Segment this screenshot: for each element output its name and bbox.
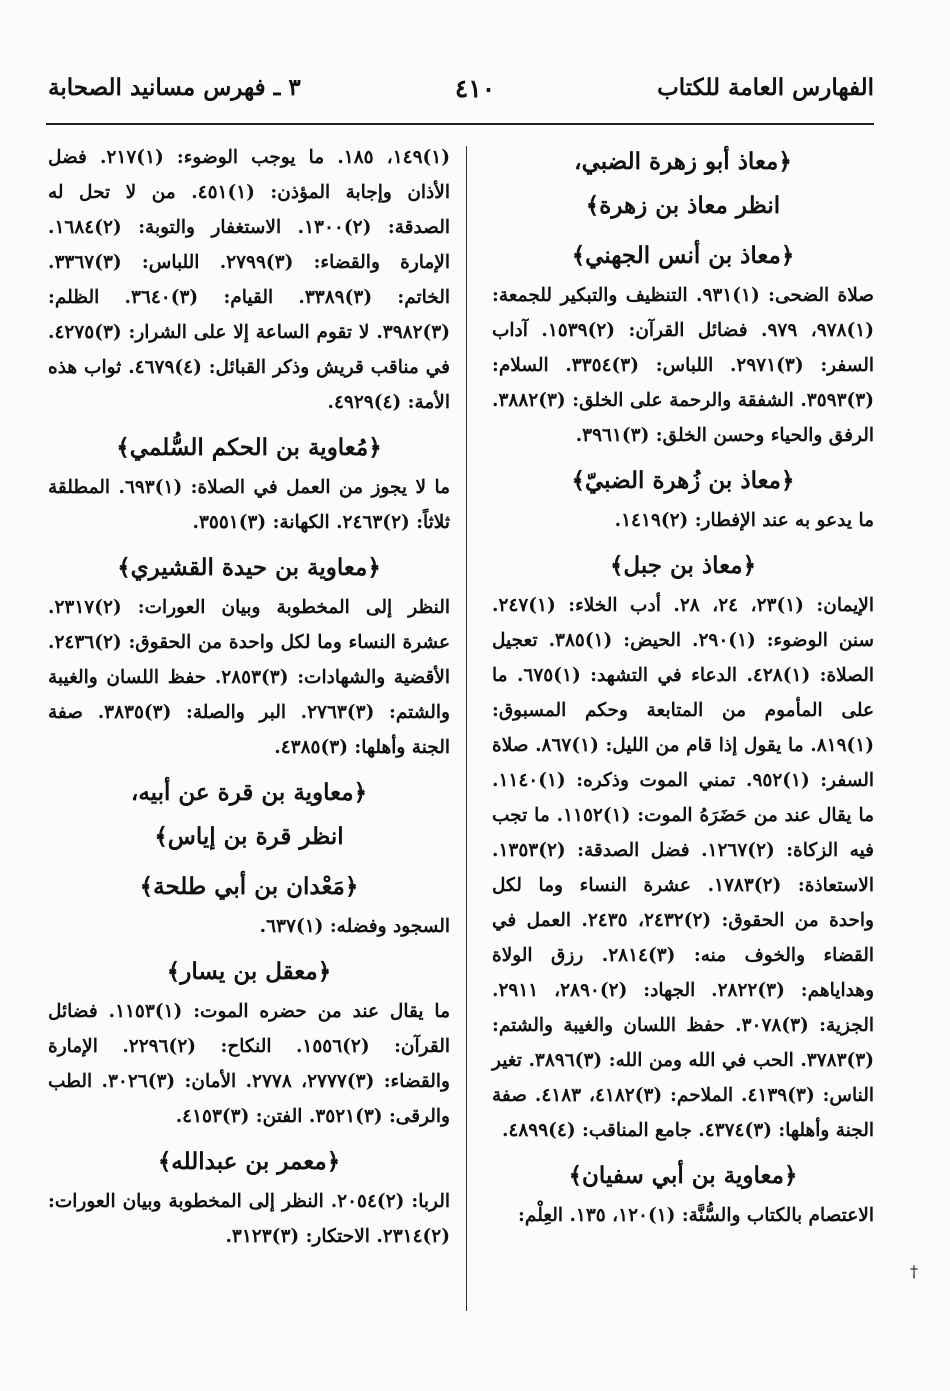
index-entry [48,546,450,765]
entry-references: الاعتصام بالكتاب والسُّنَّة: (١)١٢٠، ١٣٥. العِلْم: [518,1205,874,1226]
header-rule [46,123,874,125]
entry-heading: ﴿معاوية بن أبي سفيان﴾ [568,1162,798,1189]
entry-heading: ﴿معاذ أبو زهرة الضبي، [574,148,792,175]
entry-references: النظر إلى المخطوبة وبيان العورات: (٢)٢٣١٧. عشرة النساء وما لكل واحدة من الحقوق: (٢)٢٤٣٦. الأقضية والشهادات: (٣)٢٨٥٣. حفظ اللسان والغيبة والشتم: (٣)٢٧٦٣. البر والصلة: (٣)٣٨٣٥. صفة الجنة وأهلها: (٣)٤٣٨٥. [48,597,450,758]
entry-references: الربا: (٢)٢٠٥٤. النظر إلى المخطوبة وبيان العورات: (٢)٢٣١٤. الاحتكار: (٣)٣١٢٣. [48,1191,450,1247]
entry-heading: ﴿معقل بن يسار﴾ [166,958,332,985]
right-column [492,140,874,1233]
entry-heading: ﴿معاوية بن قرة عن أبيه، [130,779,368,806]
header-book-title: الفهارس العامة للكتاب [657,74,874,101]
index-entry [492,140,874,228]
index-entry [48,1140,450,1254]
margin-mark: † [910,1262,918,1281]
index-entry [492,544,874,1148]
index-entry [492,234,874,453]
entry-heading: ﴿معمر بن عبدالله﴾ [157,1148,341,1175]
left-column [48,140,450,1254]
entry-heading: ﴿معاذ بن أنس الجهني﴾ [571,242,795,269]
index-entry [48,865,450,944]
index-entry [48,426,450,540]
entry-references: صلاة الضحى: (١)٩٣١. التنظيف والتبكير للجمعة: (١)٩٧٨، ٩٧٩. فضائل القرآن: (٢)١٥٣٩. آداب السفر: (٣)٢٩٧١. اللباس: (٣)٣٣٥٤. السلام: (٣)٣٥٩٣. الشفقة والرحمة على الخلق: (٣)٣٨٨٢. الرفق والحياء وحسن الخلق: (٣)٣٩٦١. [492,285,874,446]
page-number: ٤١٠ [454,74,496,103]
entry-heading: ﴿مُعاوية بن الحكم السُّلمي﴾ [116,434,382,461]
index-entry [48,140,450,420]
entry-heading: ﴿مَعْدان بن أبي طلحة﴾ [139,873,359,900]
entry-heading: ﴿معاذ بن جبل﴾ [609,552,757,579]
entry-references: ما لا يجوز من العمل في الصلاة: (١)٦٩٣. المطلقة ثلاثاً: (٢)٢٤٦٣. الكهانة: (٣)٣٥٥١. [48,477,450,533]
entry-heading: انظر معاذ بن زهرة﴾ [585,192,781,219]
index-entry [492,459,874,538]
entry-heading: انظر قرة بن إياس﴾ [154,823,344,850]
entry-heading: ﴿معاوية بن حيدة القشيري﴾ [117,554,381,581]
header-section-title: ٣ ـ فهرس مسانيد الصحابة [48,74,301,101]
index-entry [48,950,450,1134]
entry-references: ما يدعو به عند الإفطار: (٢)١٤١٩. [614,510,874,531]
index-entry [48,771,450,859]
entry-references: (١)١٤٩، ١٨٥. ما يوجب الوضوء: (١)٢١٧. فضل الأذان وإجابة المؤذن: (١)٤٥١. من لا تحل له الصدقة: (٢)١٣٠٠. الاستغفار والتوبة: (٢)١٦٨٤. الإمارة والقضاء: (٣)٢٧٩٩. اللباس: (٣)٣٣٦٧. الخاتم: (٣)٣٣٨٩. القيام: (٣)٣٦٤٠. الظلم: (٣)٣٩٨٢. لا تقوم الساعة إلا على الشرار: (٣)٤٢٧٥. في مناقب قريش وذكر القبائل: (٤)٤٦٧٩. ثواب هذه الأمة: (٤)٤٩٢٩. [48,147,451,413]
entry-references: ما يقال عند من حضره الموت: (١)١١٥٣. فضائل القرآن: (٢)١٥٥٦. النكاح: (٢)٢٢٩٦. الإمارة والقضاء: (٣)٢٧٧٧، ٢٧٧٨. الأمان: (٣)٣٠٢٦. الطب والرقى: (٣)٣٥٢١. الفتن: (٣)٤١٥٣. [48,1001,450,1127]
entry-references: السجود وفضله: (١)٦٣٧. [259,916,450,937]
entry-heading: ﴿معاذ بن زُهرة الضبيّ﴾ [571,467,795,494]
index-entry [492,1154,874,1233]
entry-references: الإيمان: (١)٢٣، ٢٤، ٢٨. أدب الخلاء: (١)٢٤٧. سنن الوضوء: (١)٢٩٠. الحيض: (١)٣٨٥. تعجيل الصلاة: (١)٤٢٨. الدعاء في التشهد: (١)٦٧٥. ما على المأموم من المتابعة وحكم المسبوق: (١)٨١٩. ما يقول إذا قام من الليل: (١)٨٦٧. صلاة السفر: (١)٩٥٢. تمني الموت وذكره: (١)١١٤٠. ما يقال عند من حَضَرَهُ الموت: (١)١١٥٢. ما تجب فيه الزكاة: (٢)١٢٦٧. فضل الصدقة: (٢)١٣٥٣. الاستعاذة: (٢)١٧٨٣. عشرة النساء وما لكل واحدة من الحقوق: (٢)٢٤٣٢، ٢٤٣٥. العمل في القضاء والخوف منه: (٣)٢٨١٤. رزق الولاة وهداياهم: (٣)٢٨٢٢. الجهاد: (٢)٢٨٩٠، ٢٩١١. الجزية: (٣)٣٠٧٨. حفظ اللسان والغيبة والشتم: (٣)٣٧٨٣. الحب في الله ومن الله: (٣)٣٨٩٦. تغير الناس: (٣)٤١٣٩. الملاحم: (٣)٤١٨٢، ٤١٨٣. صفة الجنة وأهلها: (٣)٤٣٧٤. جامع المناقب: (٤)٤٨٩٩. [492,595,875,1141]
column-divider [466,146,467,1311]
